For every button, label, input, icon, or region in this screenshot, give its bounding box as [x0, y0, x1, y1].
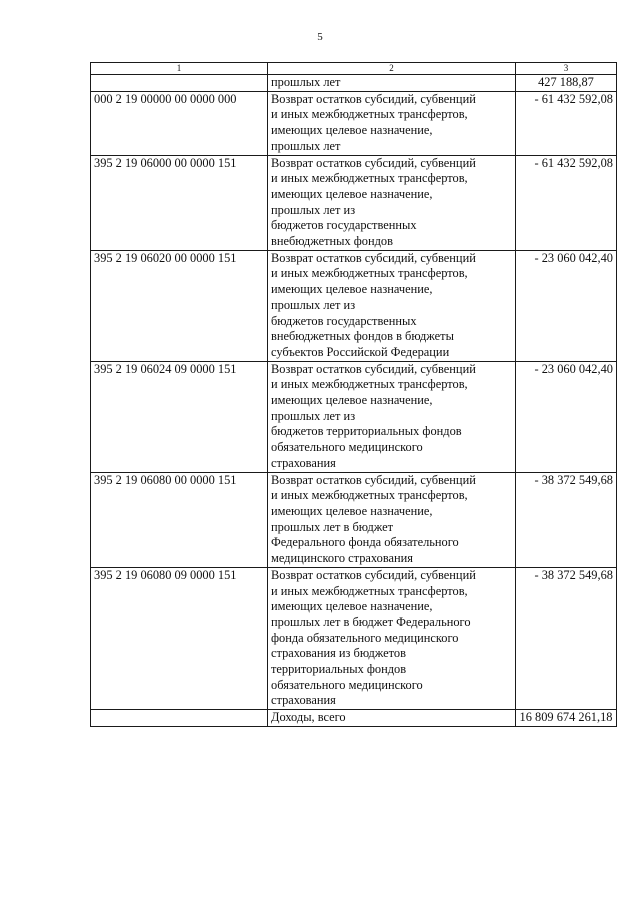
description-cell — [268, 567, 516, 709]
description-line: бюджетов государственных — [271, 313, 417, 328]
description-line: прошлых лет — [271, 75, 341, 89]
budget-code-cell — [91, 710, 268, 727]
description-line: прошлых лет из — [271, 408, 356, 423]
description-cell — [268, 75, 516, 92]
description-line: бюджетов государственных — [271, 218, 417, 233]
description-cell — [268, 91, 516, 155]
description-line: имеющих целевое назначение, — [271, 393, 433, 408]
table-row — [91, 250, 617, 361]
description-line: имеющих целевое назначение, — [271, 186, 433, 201]
description-line: внебюджетных фондов в бюджеты — [271, 329, 454, 344]
description-cell — [268, 472, 516, 567]
description-line: имеющих целевое назначение, — [271, 503, 433, 518]
table-row — [91, 472, 617, 567]
description-line: обязательного медицинского — [271, 440, 423, 455]
description-line: имеющих целевое назначение, — [271, 282, 433, 297]
description-line: и иных межбюджетных трансфертов, — [271, 171, 468, 186]
description-line: страхования — [271, 455, 336, 470]
description-line: бюджетов территориальных фондов — [271, 424, 462, 439]
table-row — [91, 155, 617, 250]
description-cell — [268, 155, 516, 250]
description-line: Федерального фонда обязательного — [271, 535, 459, 550]
description-line: прошлых лет из — [271, 297, 356, 312]
description-line: фонда обязательного медицинского — [271, 630, 459, 645]
description-line: Возврат остатков субсидий, субвенций — [271, 155, 476, 170]
amount-cell: - 38 372 549,68 — [516, 567, 617, 709]
budget-code-cell: 395 2 19 06020 00 0000 151 — [91, 250, 268, 361]
description-line: и иных межбюджетных трансфертов, — [271, 107, 468, 122]
description-line: и иных межбюджетных трансфертов, — [271, 488, 468, 503]
amount-cell: - 23 060 042,40 — [516, 250, 617, 361]
amount-cell: - 61 432 592,08 — [516, 155, 617, 250]
description-line: прошлых лет в бюджет Федерального — [271, 614, 471, 629]
description-cell — [268, 710, 516, 727]
description-line: медицинского страхования — [271, 551, 413, 566]
description-line: Возврат остатков субсидий, субвенций — [271, 567, 476, 582]
table-row — [91, 91, 617, 155]
description-line: Возврат остатков субсидий, субвенций — [271, 250, 476, 265]
amount-cell: 16 809 674 261,18 — [516, 710, 617, 727]
amount-cell: - 23 060 042,40 — [516, 361, 617, 472]
budget-code-cell: 000 2 19 00000 00 0000 000 — [91, 91, 268, 155]
budget-code-cell: 395 2 19 06080 09 0000 151 — [91, 567, 268, 709]
page-number: 5 — [317, 31, 323, 43]
column-number-header: 3 — [516, 63, 617, 75]
table-row — [91, 710, 617, 727]
description-line: и иных межбюджетных трансфертов, — [271, 377, 468, 392]
budget-code-cell — [91, 75, 268, 92]
description-line: Доходы, всего — [271, 710, 346, 725]
budget-code-cell: 395 2 19 06000 00 0000 151 — [91, 155, 268, 250]
description-line: прошлых лет — [271, 138, 341, 153]
description-line: Возврат остатков субсидий, субвенций — [271, 472, 476, 487]
description-line: внебюджетных фондов — [271, 234, 393, 249]
description-line: и иных межбюджетных трансфертов, — [271, 266, 468, 281]
budget-code-cell: 395 2 19 06080 00 0000 151 — [91, 472, 268, 567]
description-line: имеющих целевое назначение, — [271, 599, 433, 614]
description-line: субъектов Российской Федерации — [271, 344, 450, 359]
description-line: имеющих целевое назначение, — [271, 123, 433, 138]
description-line: Возврат остатков субсидий, субвенций — [271, 91, 476, 106]
table-row — [91, 75, 617, 92]
description-line: прошлых лет в бюджет — [271, 519, 394, 534]
amount-cell: - 38 372 549,68 — [516, 472, 617, 567]
table-row — [91, 567, 617, 709]
column-number-row — [91, 63, 617, 75]
amount-cell: - 61 432 592,08 — [516, 91, 617, 155]
description-cell — [268, 250, 516, 361]
column-number-header: 2 — [268, 63, 516, 75]
revenue-table — [90, 62, 617, 727]
description-line: территориальных фондов — [271, 662, 407, 677]
description-line: обязательного медицинского — [271, 677, 423, 692]
description-cell — [268, 361, 516, 472]
description-line: страхования — [271, 693, 336, 708]
description-line: страхования из бюджетов — [271, 646, 406, 661]
amount-cell: 427 188,87 — [516, 75, 617, 92]
budget-code-cell: 395 2 19 06024 09 0000 151 — [91, 361, 268, 472]
description-line: прошлых лет из — [271, 202, 356, 217]
description-line: и иных межбюджетных трансфертов, — [271, 583, 468, 598]
description-line: Возврат остатков субсидий, субвенций — [271, 361, 476, 376]
table-row — [91, 361, 617, 472]
column-number-header: 1 — [91, 63, 268, 75]
